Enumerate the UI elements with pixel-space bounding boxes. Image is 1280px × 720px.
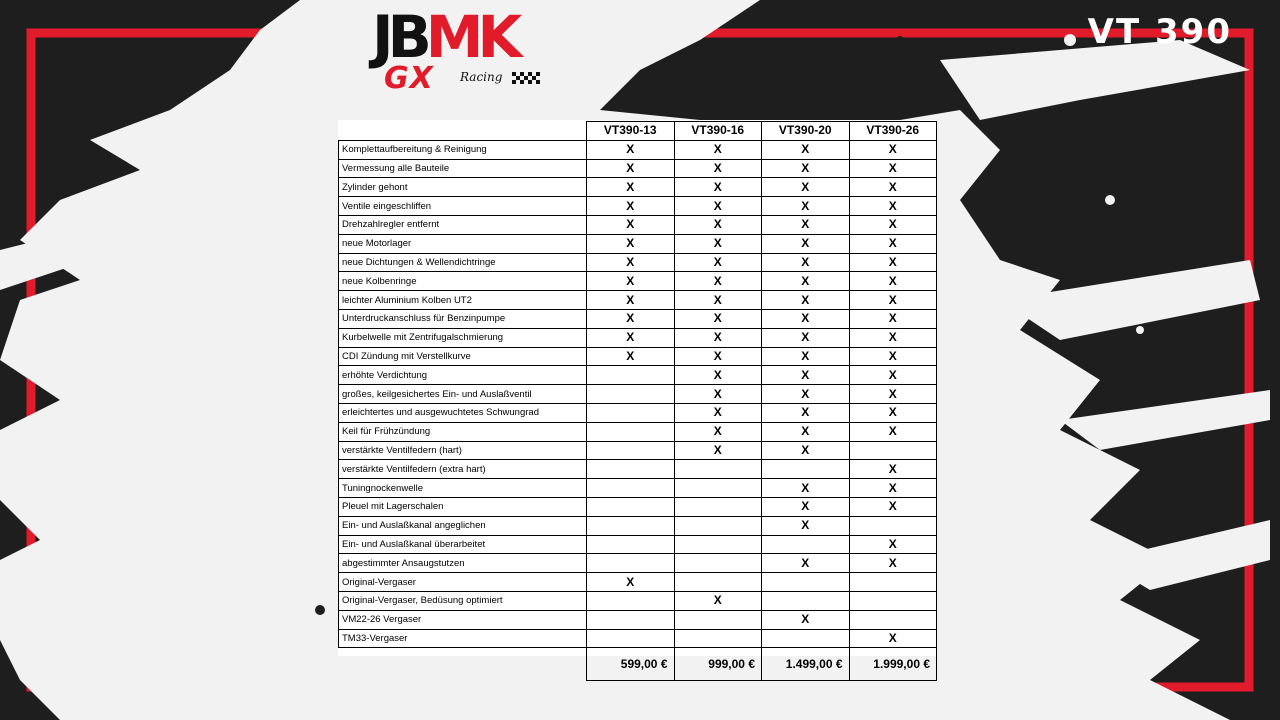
mark-cell <box>674 479 762 498</box>
feature-cell: abgestimmter Ansaugstutzen <box>339 554 587 573</box>
mark-cell: X <box>674 309 762 328</box>
feature-cell: erleichtertes und ausgewuchtetes Schwungrad <box>339 403 587 422</box>
feature-cell: großes, keilgesichertes Ein- und Auslaßventil <box>339 385 587 404</box>
mark-cell: X <box>587 309 675 328</box>
feature-cell: Tuningnockenwelle <box>339 479 587 498</box>
mark-cell: X <box>674 159 762 178</box>
mark-cell: X <box>762 347 850 366</box>
feature-cell: Keil für Frühzündung <box>339 422 587 441</box>
checkered-flag-icon <box>512 72 540 86</box>
price-cell: 999,00 € <box>674 648 762 681</box>
feature-cell: Drehzahlregler entfernt <box>339 215 587 234</box>
mark-cell <box>674 629 762 648</box>
table-row <box>339 610 937 629</box>
price-row <box>339 648 937 681</box>
mark-cell: X <box>762 497 850 516</box>
feature-cell: Ein- und Auslaßkanal überarbeitet <box>339 535 587 554</box>
mark-cell <box>849 516 937 535</box>
mark-cell: X <box>762 309 850 328</box>
mark-cell: X <box>674 403 762 422</box>
table-row <box>339 460 937 479</box>
price-cell: 1.999,00 € <box>849 648 937 681</box>
mark-cell <box>762 591 850 610</box>
mark-cell: X <box>674 178 762 197</box>
feature-cell: Zylinder gehont <box>339 178 587 197</box>
feature-cell: Komplettaufbereitung & Reinigung <box>339 140 587 159</box>
mark-cell: X <box>849 422 937 441</box>
table-row <box>339 215 937 234</box>
mark-cell: X <box>674 422 762 441</box>
mark-cell: X <box>849 253 937 272</box>
table-row <box>339 272 937 291</box>
mark-cell: X <box>587 178 675 197</box>
model-title: VT 390 <box>1087 12 1232 52</box>
mark-cell: X <box>849 497 937 516</box>
feature-cell: Original-Vergaser, Bedüsung optimiert <box>339 591 587 610</box>
mark-cell: X <box>587 291 675 310</box>
mark-cell <box>587 441 675 460</box>
mark-cell <box>762 573 850 592</box>
mark-cell: X <box>762 215 850 234</box>
price-cell: 1.499,00 € <box>762 648 850 681</box>
brand-logo <box>372 3 552 100</box>
mark-cell: X <box>849 215 937 234</box>
table-row <box>339 385 937 404</box>
column-header: VT390-13 <box>587 122 675 141</box>
mark-cell: X <box>587 234 675 253</box>
mark-cell: X <box>849 347 937 366</box>
mark-cell: X <box>587 272 675 291</box>
logo-sub: GX <box>384 61 434 96</box>
mark-cell <box>587 479 675 498</box>
feature-cell: Ein- und Auslaßkanal angeglichen <box>339 516 587 535</box>
column-header: VT390-26 <box>849 122 937 141</box>
mark-cell <box>674 516 762 535</box>
table-row <box>339 347 937 366</box>
table-row <box>339 535 937 554</box>
table-row <box>339 328 937 347</box>
mark-cell: X <box>762 366 850 385</box>
table-row <box>339 422 937 441</box>
mark-cell: X <box>587 197 675 216</box>
mark-cell: X <box>849 140 937 159</box>
table-row <box>339 234 937 253</box>
mark-cell: X <box>674 140 762 159</box>
mark-cell <box>674 535 762 554</box>
mark-cell <box>849 591 937 610</box>
mark-cell <box>587 422 675 441</box>
table-row <box>339 403 937 422</box>
mark-cell <box>587 610 675 629</box>
table-row <box>339 629 937 648</box>
mark-cell <box>762 629 850 648</box>
mark-cell <box>587 403 675 422</box>
mark-cell: X <box>762 610 850 629</box>
mark-cell <box>587 629 675 648</box>
price-label-cell <box>339 648 587 681</box>
mark-cell: X <box>849 460 937 479</box>
mark-cell: X <box>849 178 937 197</box>
mark-cell: X <box>762 178 850 197</box>
mark-cell: X <box>762 385 850 404</box>
mark-cell: X <box>674 441 762 460</box>
feature-cell: Kurbelwelle mit Zentrifugalschmierung <box>339 328 587 347</box>
table-row <box>339 441 937 460</box>
mark-cell: X <box>849 328 937 347</box>
mark-cell <box>674 460 762 479</box>
mark-cell: X <box>849 272 937 291</box>
table-row <box>339 309 937 328</box>
table-row <box>339 479 937 498</box>
logo-wordmark: JBMK <box>372 3 517 71</box>
mark-cell <box>587 497 675 516</box>
mark-cell: X <box>587 573 675 592</box>
mark-cell <box>587 460 675 479</box>
mark-cell: X <box>762 328 850 347</box>
mark-cell: X <box>762 479 850 498</box>
mark-cell: X <box>587 347 675 366</box>
mark-cell: X <box>762 140 850 159</box>
feature-price-table <box>338 121 937 681</box>
mark-cell: X <box>587 140 675 159</box>
mark-cell: X <box>849 291 937 310</box>
mark-cell <box>674 610 762 629</box>
mark-cell: X <box>762 554 850 573</box>
table-row <box>339 291 937 310</box>
mark-cell: X <box>674 197 762 216</box>
mark-cell: X <box>762 197 850 216</box>
mark-cell <box>849 573 937 592</box>
table-row <box>339 253 937 272</box>
feature-cell: neue Kolbenringe <box>339 272 587 291</box>
table-row <box>339 497 937 516</box>
mark-cell: X <box>762 159 850 178</box>
mark-cell <box>762 535 850 554</box>
table-row <box>339 159 937 178</box>
table-row <box>339 573 937 592</box>
mark-cell: X <box>762 441 850 460</box>
mark-cell: X <box>762 272 850 291</box>
table-row <box>339 554 937 573</box>
feature-cell: TM33-Vergaser <box>339 629 587 648</box>
mark-cell <box>674 497 762 516</box>
mark-cell: X <box>674 272 762 291</box>
mark-cell: X <box>849 366 937 385</box>
mark-cell: X <box>674 366 762 385</box>
mark-cell <box>674 554 762 573</box>
feature-cell: neue Motorlager <box>339 234 587 253</box>
mark-cell <box>762 460 850 479</box>
mark-cell: X <box>587 215 675 234</box>
mark-cell: X <box>674 591 762 610</box>
mark-cell: X <box>587 159 675 178</box>
mark-cell: X <box>849 385 937 404</box>
mark-cell <box>849 441 937 460</box>
mark-cell: X <box>849 554 937 573</box>
logo-tag: Racing <box>460 70 503 84</box>
feature-cell: neue Dichtungen & Wellendichtringe <box>339 253 587 272</box>
mark-cell: X <box>762 516 850 535</box>
mark-cell: X <box>762 253 850 272</box>
mark-cell: X <box>587 253 675 272</box>
mark-cell: X <box>762 403 850 422</box>
column-header: VT390-16 <box>674 122 762 141</box>
table-row <box>339 197 937 216</box>
mark-cell: X <box>674 234 762 253</box>
mark-cell: X <box>674 328 762 347</box>
feature-cell: Ventile eingeschliffen <box>339 197 587 216</box>
feature-cell: Unterdruckanschluss für Benzinpumpe <box>339 309 587 328</box>
mark-cell <box>587 535 675 554</box>
table-row <box>339 366 937 385</box>
mark-cell: X <box>674 215 762 234</box>
mark-cell: X <box>849 479 937 498</box>
feature-cell: Pleuel mit Lagerschalen <box>339 497 587 516</box>
mark-cell <box>849 610 937 629</box>
feature-cell: verstärkte Ventilfedern (extra hart) <box>339 460 587 479</box>
mark-cell: X <box>674 253 762 272</box>
mark-cell: X <box>674 291 762 310</box>
feature-cell: Vermessung alle Bauteile <box>339 159 587 178</box>
table-row <box>339 591 937 610</box>
mark-cell: X <box>849 535 937 554</box>
mark-cell: X <box>762 422 850 441</box>
mark-cell: X <box>762 291 850 310</box>
mark-cell: X <box>674 385 762 404</box>
mark-cell <box>587 366 675 385</box>
column-header: VT390-20 <box>762 122 850 141</box>
mark-cell <box>587 591 675 610</box>
mark-cell: X <box>849 629 937 648</box>
mark-cell: X <box>849 403 937 422</box>
table-row <box>339 178 937 197</box>
mark-cell: X <box>849 234 937 253</box>
table-header-row <box>339 122 937 141</box>
feature-cell: leichter Aluminium Kolben UT2 <box>339 291 587 310</box>
header-blank-cell <box>339 122 587 141</box>
mark-cell: X <box>762 234 850 253</box>
mark-cell <box>674 573 762 592</box>
feature-cell: VM22-26 Vergaser <box>339 610 587 629</box>
feature-cell: CDI Zündung mit Verstellkurve <box>339 347 587 366</box>
feature-cell: Original-Vergaser <box>339 573 587 592</box>
mark-cell: X <box>674 347 762 366</box>
mark-cell <box>587 554 675 573</box>
mark-cell: X <box>587 328 675 347</box>
mark-cell: X <box>849 309 937 328</box>
price-cell: 599,00 € <box>587 648 675 681</box>
mark-cell <box>587 385 675 404</box>
feature-cell: erhöhte Verdichtung <box>339 366 587 385</box>
mark-cell: X <box>849 159 937 178</box>
table-row <box>339 516 937 535</box>
mark-cell: X <box>849 197 937 216</box>
mark-cell <box>587 516 675 535</box>
table-row <box>339 140 937 159</box>
feature-cell: verstärkte Ventilfedern (hart) <box>339 441 587 460</box>
